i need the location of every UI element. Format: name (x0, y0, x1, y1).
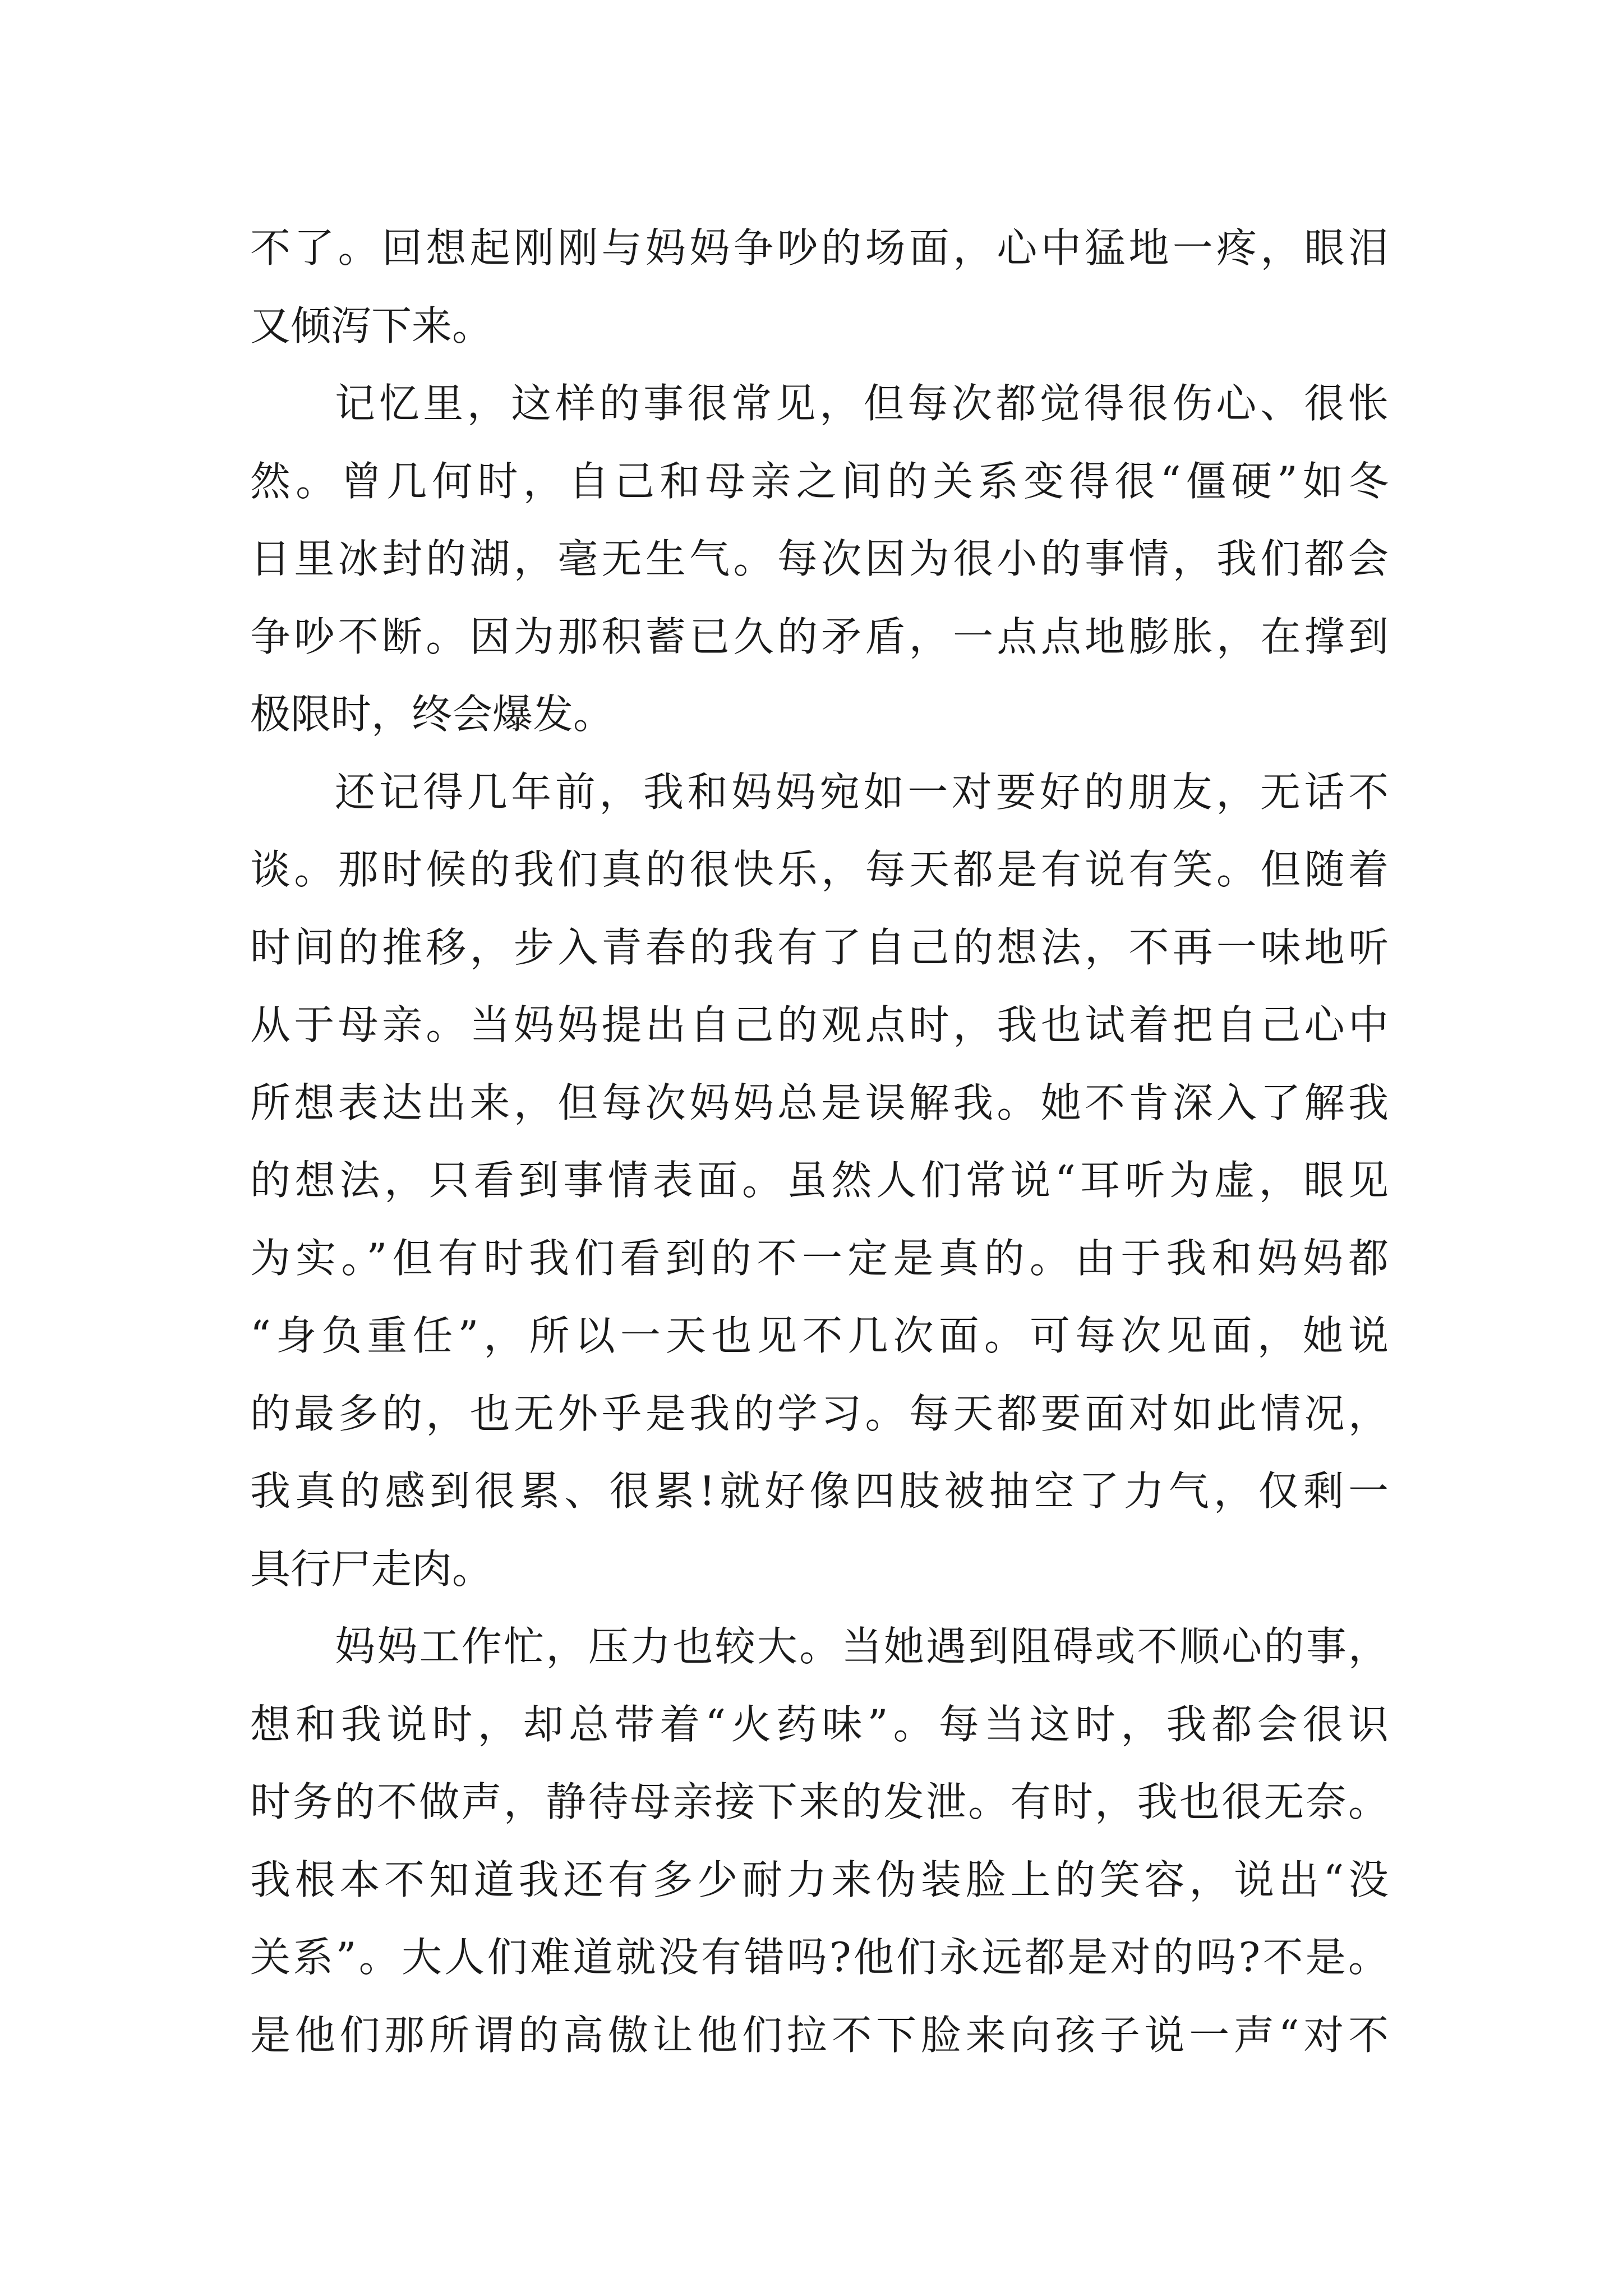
text-line: 我根本不知道我还有多少耐力来伪装脸上的笑容，说出“没 (250, 1856, 1389, 1903)
paragraph-1 (250, 209, 1389, 365)
text-line: 又倾泻下来。 (250, 302, 493, 349)
paragraph-2 (250, 365, 1389, 753)
text-line: 想和我说时，却总带着“火药味”。每当这时，我都会很识 (250, 1700, 1389, 1748)
text-line: “身负重任”，所以一天也见不几次面。可每次见面，她说 (250, 1312, 1389, 1359)
text-line: 不了。回想起刚刚与妈妈争吵的场面，心中猛地一疼，眼泪 (250, 224, 1389, 272)
text-line: 争吵不断。因为那积蓄已久的矛盾，一点点地膨胀，在撑到 (250, 613, 1389, 660)
text-line: 为实。”但有时我们看到的不一定是真的。由于我和妈妈都 (250, 1234, 1389, 1282)
text-line: 还记得几年前，我和妈妈宛如一对要好的朋友，无话不 (335, 768, 1389, 816)
text-line: 时务的不做声，静待母亲接下来的发泄。有时，我也很无奈。 (250, 1778, 1389, 1825)
body-text (250, 209, 1389, 2074)
text-line: 所想表达出来，但每次妈妈总是误解我。她不肯深入了解我 (250, 1079, 1389, 1126)
text-line: 具行尸走肉。 (250, 1545, 493, 1593)
text-line: 时间的推移，步入青春的我有了自己的想法，不再一味地听 (250, 923, 1389, 971)
text-line: 的想法，只看到事情表面。虽然人们常说“耳听为虚，眼见 (250, 1157, 1389, 1204)
text-line: 关系”。大人们难道就没有错吗?他们永远都是对的吗?不是。 (250, 1934, 1389, 1981)
text-line: 是他们那所谓的高傲让他们拉不下脸来向孩子说一声“对不 (250, 2011, 1389, 2059)
text-line: 记忆里，这样的事很常见，但每次都觉得很伤心、很怅 (335, 380, 1389, 427)
text-line: 的最多的，也无外乎是我的学习。每天都要面对如此情况， (250, 1389, 1389, 1437)
text-line: 谈。那时候的我们真的很快乐，每天都是有说有笑。但随着 (250, 846, 1389, 893)
text-line: 日里冰封的湖，毫无生气。每次因为很小的事情，我们都会 (250, 535, 1389, 582)
text-line: 妈妈工作忙，压力也较大。当她遇到阻碍或不顺心的事， (335, 1623, 1389, 1670)
text-line: 然。曾几何时，自己和母亲之间的关系变得很“僵硬”如冬 (250, 457, 1389, 505)
text-line: 极限时，终会爆发。 (250, 691, 614, 738)
paragraph-4 (250, 1608, 1389, 2074)
text-line: 我真的感到很累、很累!就好像四肢被抽空了力气，仅剩一 (250, 1467, 1389, 1515)
paragraph-3 (250, 753, 1389, 1608)
text-line: 从于母亲。当妈妈提出自己的观点时，我也试着把自己心中 (250, 1001, 1389, 1048)
